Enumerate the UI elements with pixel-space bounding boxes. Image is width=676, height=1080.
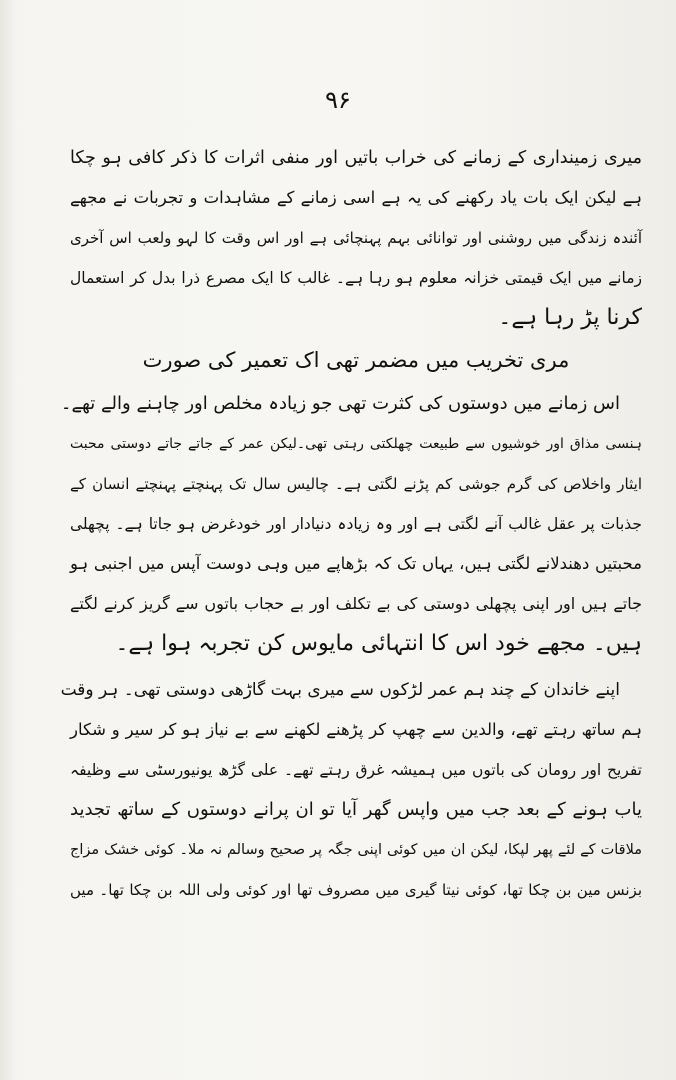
page-number: ۹۶: [325, 86, 351, 114]
text-line: محبتیں دھندلانے لگتی ہیں، یہاں تک کہ بڑھاپے میں وہی دوست آپس میں اجنبی ہو: [70, 554, 642, 573]
text-line: ملاقات کے لئے پھر لپکا، لیکن ان میں کوئی اپنی جگہ پر صحیح وسالم نہ ملا۔ کوئی خشک مزاج: [70, 842, 642, 858]
text-line: جاتے ہیں اور اپنی پچھلی دوستی کی بے تکلف اور بے حجاب باتوں سے گریز کرنے لگتے: [70, 594, 642, 613]
paragraph-3: [60, 670, 642, 910]
text-line: اپنے خاندان کے چند ہم عمر لڑکوں سے میری بہت گاڑھی دوستی تھی۔ ہر وقت: [60, 680, 620, 700]
text-line: جذبات پر عقل غالب آنے لگتی ہے اور وہ زیادہ دنیادار اور خودغرض ہو جاتا ہے۔ پچھلی: [70, 515, 642, 533]
text-line: آئندہ زندگی میں روشنی اور توانائی بہم پہنچائی ہے اور اس وقت کا لہو ولعب اس آخری: [70, 229, 642, 247]
paragraph-2: [60, 384, 642, 664]
text-line: بزنس مین بن چکا تھا، کوئی نیتا گیری میں مصروف تھا اور کوئی ولی اللہ بن چکا تھا۔ میں: [70, 881, 642, 899]
text-line: ہنسی مذاق اور خوشیوں سے طبیعت چھلکتی رہتی تھی۔لیکن عمر کے جاتے جاتے دوستی محبت: [70, 436, 642, 452]
paragraph-1: [70, 138, 642, 338]
text-line: ہم ساتھ رہتے تھے، والدین سے چھپ کر پڑھنے لکھنے سے بے نیاز ہو کر سیر و شکار: [70, 720, 642, 739]
text-line: ہیں۔ مجھے خود اس کا انتہائی مایوس کن تجربہ ہوا ہے۔: [115, 631, 642, 656]
text-line: تفریح اور رومان کی باتوں میں ہمیشہ غرق رہتے تھے۔ علی گڑھ یونیورسٹی سے وظیفہ: [70, 761, 642, 779]
page-body: [60, 138, 642, 910]
text-line: زمانے میں ایک قیمتی خزانہ معلوم ہو رہا ہے۔ غالب کا ایک مصرع ذرا بدل کر استعمال: [70, 269, 642, 287]
text-line: ہے لیکن ایک بات یاد رکھنے کی یہ ہے اسی زمانے کے مشاہدات و تجربات نے مجھے: [70, 188, 642, 207]
text-line: کرنا پڑ رہا ہے۔: [498, 305, 642, 330]
verse-line: مری تخریب میں مضمر تھی اک تعمیر کی صورت: [142, 348, 570, 372]
text-line: میری زمینداری کے زمانے کی خراب باتیں اور منفی اثرات کا ذکر کافی ہو چکا: [70, 148, 642, 168]
text-line: اس زمانے میں دوستوں کی کثرت تھی جو زیادہ مخلص اور چاہنے والے تھے۔: [60, 393, 620, 414]
text-line: یاب ہونے کے بعد جب میں واپس گھر آیا تو ان پرانے دوستوں کے ساتھ تجدید: [70, 799, 642, 820]
text-line: ایثار واخلاص کی گرم جوشی کم پڑنے لگتی ہے۔ چالیس سال تک پہنچتے پہنچتے انسان کے: [70, 475, 642, 493]
